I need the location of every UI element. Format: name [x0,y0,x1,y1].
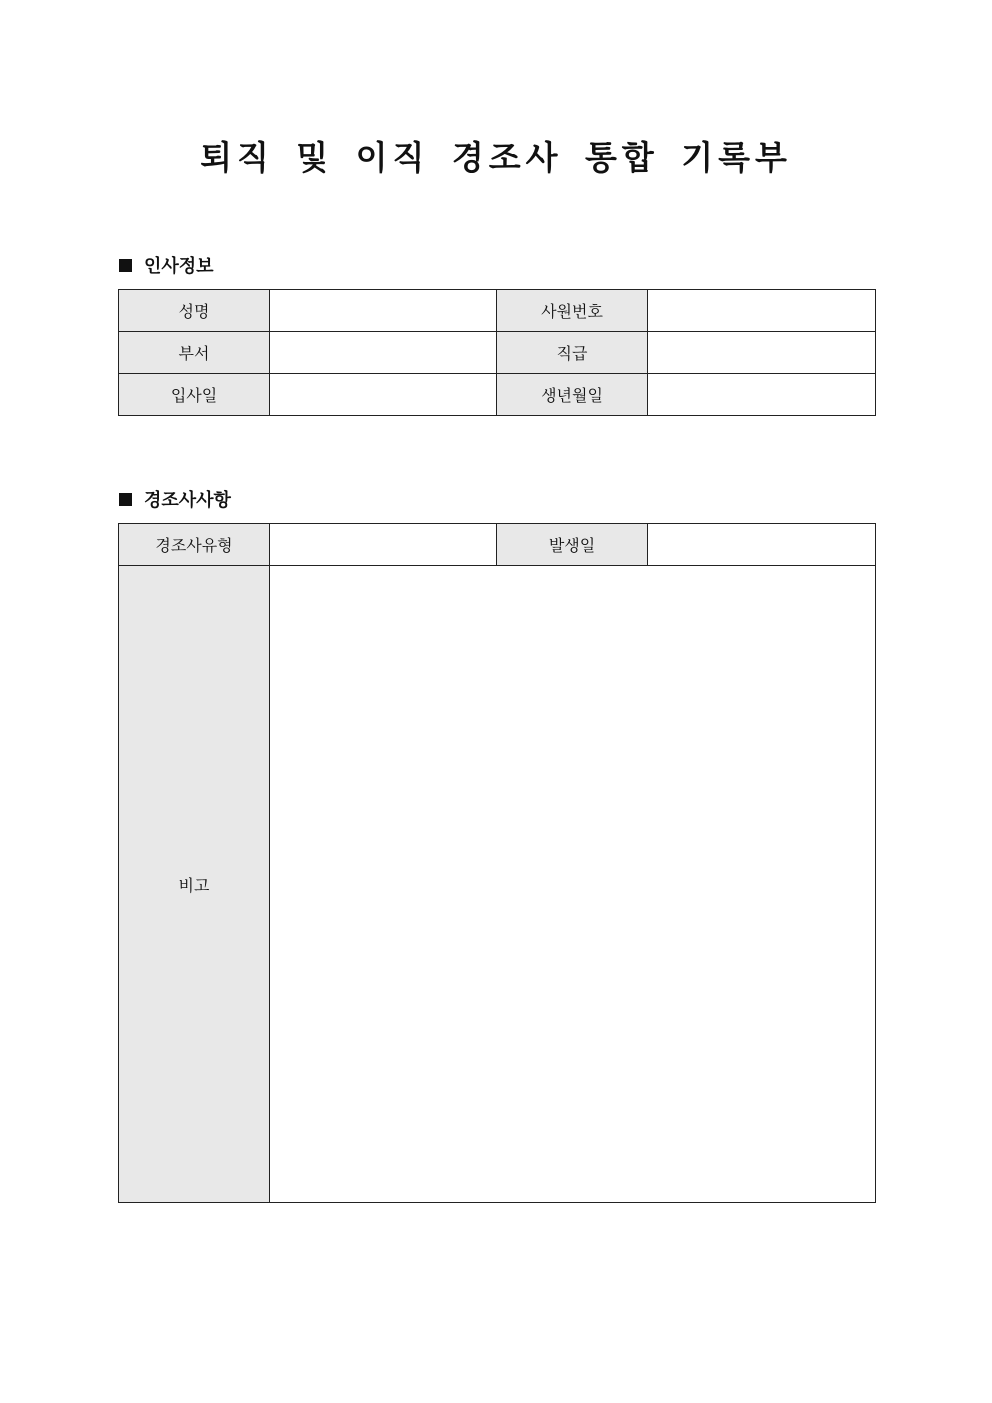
table-row [119,332,876,374]
birth-date-label: 생년월일 [497,374,648,416]
event-date-field[interactable] [648,524,876,566]
event-type-label: 경조사유형 [119,524,270,566]
table-row [119,524,876,566]
name-label: 성명 [119,290,270,332]
section-heading-event [119,486,231,512]
position-label: 직급 [497,332,648,374]
section-heading-label: 경조사사항 [144,490,231,511]
table-row [119,566,876,1203]
department-field[interactable] [270,332,497,374]
remarks-field[interactable] [270,566,876,1203]
name-field[interactable] [270,290,497,332]
position-field[interactable] [648,332,876,374]
section-heading-label: 인사정보 [144,256,214,277]
personnel-info-table [118,289,876,416]
employee-number-field[interactable] [648,290,876,332]
event-type-field[interactable] [270,524,497,566]
square-bullet-icon [119,259,132,272]
table-row [119,290,876,332]
birth-date-field[interactable] [648,374,876,416]
event-info-table [118,523,876,1203]
hire-date-field[interactable] [270,374,497,416]
remarks-label: 비고 [119,566,270,1203]
hire-date-label: 입사일 [119,374,270,416]
table-row [119,374,876,416]
document-title: 퇴직 및 이직 경조사 통합 기록부 [200,138,792,177]
section-heading-personnel [119,252,214,278]
event-date-label: 발생일 [497,524,648,566]
department-label: 부서 [119,332,270,374]
square-bullet-icon [119,493,132,506]
employee-number-label: 사원번호 [497,290,648,332]
